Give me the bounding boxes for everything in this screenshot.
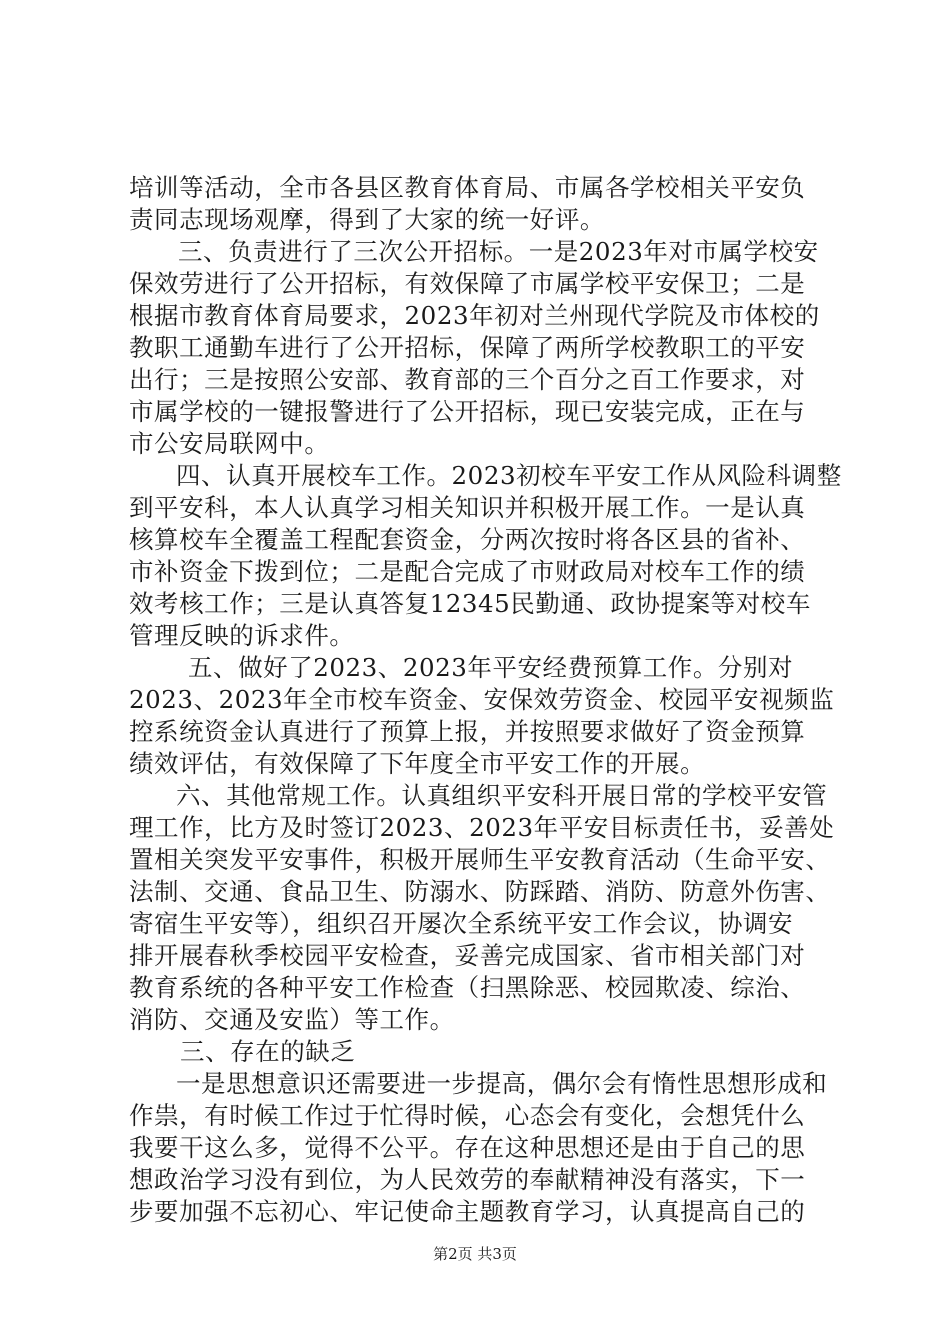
paragraph-line: 控系统资金认真进行了预算上报，并按照要求做好了资金预算: [129, 717, 806, 746]
paragraph-line: 寄宿生平安等），组织召开屡次全系统平安工作会议，协调安: [129, 909, 794, 938]
section-heading-line: 五、做好了2023、2023年平安经费预算工作。分别对: [188, 653, 794, 682]
paragraph-line: 教育系统的各种平安工作检查（扫黑除恶、校园欺凌、综治、: [129, 973, 806, 1002]
paragraph-line: 我要干这么多，觉得不公平。存在这种思想还是由于自己的思: [129, 1133, 806, 1162]
paragraph-line: 法制、交通、食品卫生、防溺水、防踩踏、消防、防意外伤害、: [129, 877, 831, 906]
paragraph-line: 管理反映的诉求件。: [129, 621, 355, 650]
paragraph-line: 保效劳进行了公开招标，有效保障了市属学校平安保卫；二是: [129, 269, 806, 298]
section-heading-line: 六、其他常规工作。认真组织平安科开展日常的学校平安管: [176, 781, 828, 810]
paragraph-line: 核算校车全覆盖工程配套资金，分两次按时将各区县的省补、: [129, 525, 806, 554]
paragraph-line: 2023、2023年全市校车资金、安保效劳资金、校园平安视频监: [129, 685, 835, 714]
paragraph-line: 市属学校的一键报警进行了公开招标，现已安装完成，正在与: [129, 397, 806, 426]
paragraph-line: 教职工通勤车进行了公开招标，保障了两所学校教职工的平安: [129, 333, 806, 362]
paragraph-line: 步要加强不忘初心、牢记使命主题教育学习，认真提高自己的: [129, 1197, 806, 1226]
paragraph-line: 市公安局联网中。: [129, 429, 330, 458]
paragraph-line: 根据市教育体育局要求，2023年初对兰州现代学院及市体校的: [129, 301, 820, 330]
section-heading-line: 四、认真开展校车工作。2023初校车平安工作从风险科调整: [176, 461, 842, 490]
paragraph-line: 排开展春秋季校园平安检查，妥善完成国家、省市相关部门对: [129, 941, 806, 970]
page-footer: 第2页 共3页: [433, 1245, 517, 1263]
paragraph-line: 出行；三是按照公安部、教育部的三个百分之百工作要求，对: [129, 365, 806, 394]
section-heading-line: 三、负责进行了三次公开招标。一是2023年对市属学校安: [178, 237, 819, 266]
paragraph-line: 市补资金下拨到位；二是配合完成了市财政局对校车工作的绩: [129, 557, 806, 586]
paragraph-line: 一是思想意识还需要进一步提高，偶尔会有惰性思想形成和: [176, 1069, 828, 1098]
paragraph-line: 责同志现场观摩，得到了大家的统一好评。: [129, 205, 605, 234]
paragraph-line: 效考核工作；三是认真答复12345民勤通、政协提案等对校车: [129, 589, 811, 618]
section-heading: 三、存在的缺乏: [180, 1037, 356, 1066]
paragraph-line: 培训等活动，全市各县区教育体育局、市属各学校相关平安负: [129, 173, 806, 202]
paragraph-line: 绩效评估，有效保障了下年度全市平安工作的开展。: [129, 749, 706, 778]
paragraph-line: 消防、交通及安监）等工作。: [129, 1005, 455, 1034]
paragraph-line: 置相关突发平安事件，积极开展师生平安教育活动（生命平安、: [129, 845, 831, 874]
paragraph-line: 作祟，有时候工作过于忙得时候，心态会有变化，会想凭什么: [129, 1101, 806, 1130]
paragraph-line: 到平安科，本人认真学习相关知识并积极开展工作。一是认真: [129, 493, 806, 522]
paragraph-line: 想政治学习没有到位，为人民效劳的奉献精神没有落实，下一: [129, 1165, 806, 1194]
paragraph-line: 理工作，比方及时签订2023、2023年平安目标责任书，妥善处: [129, 813, 835, 842]
